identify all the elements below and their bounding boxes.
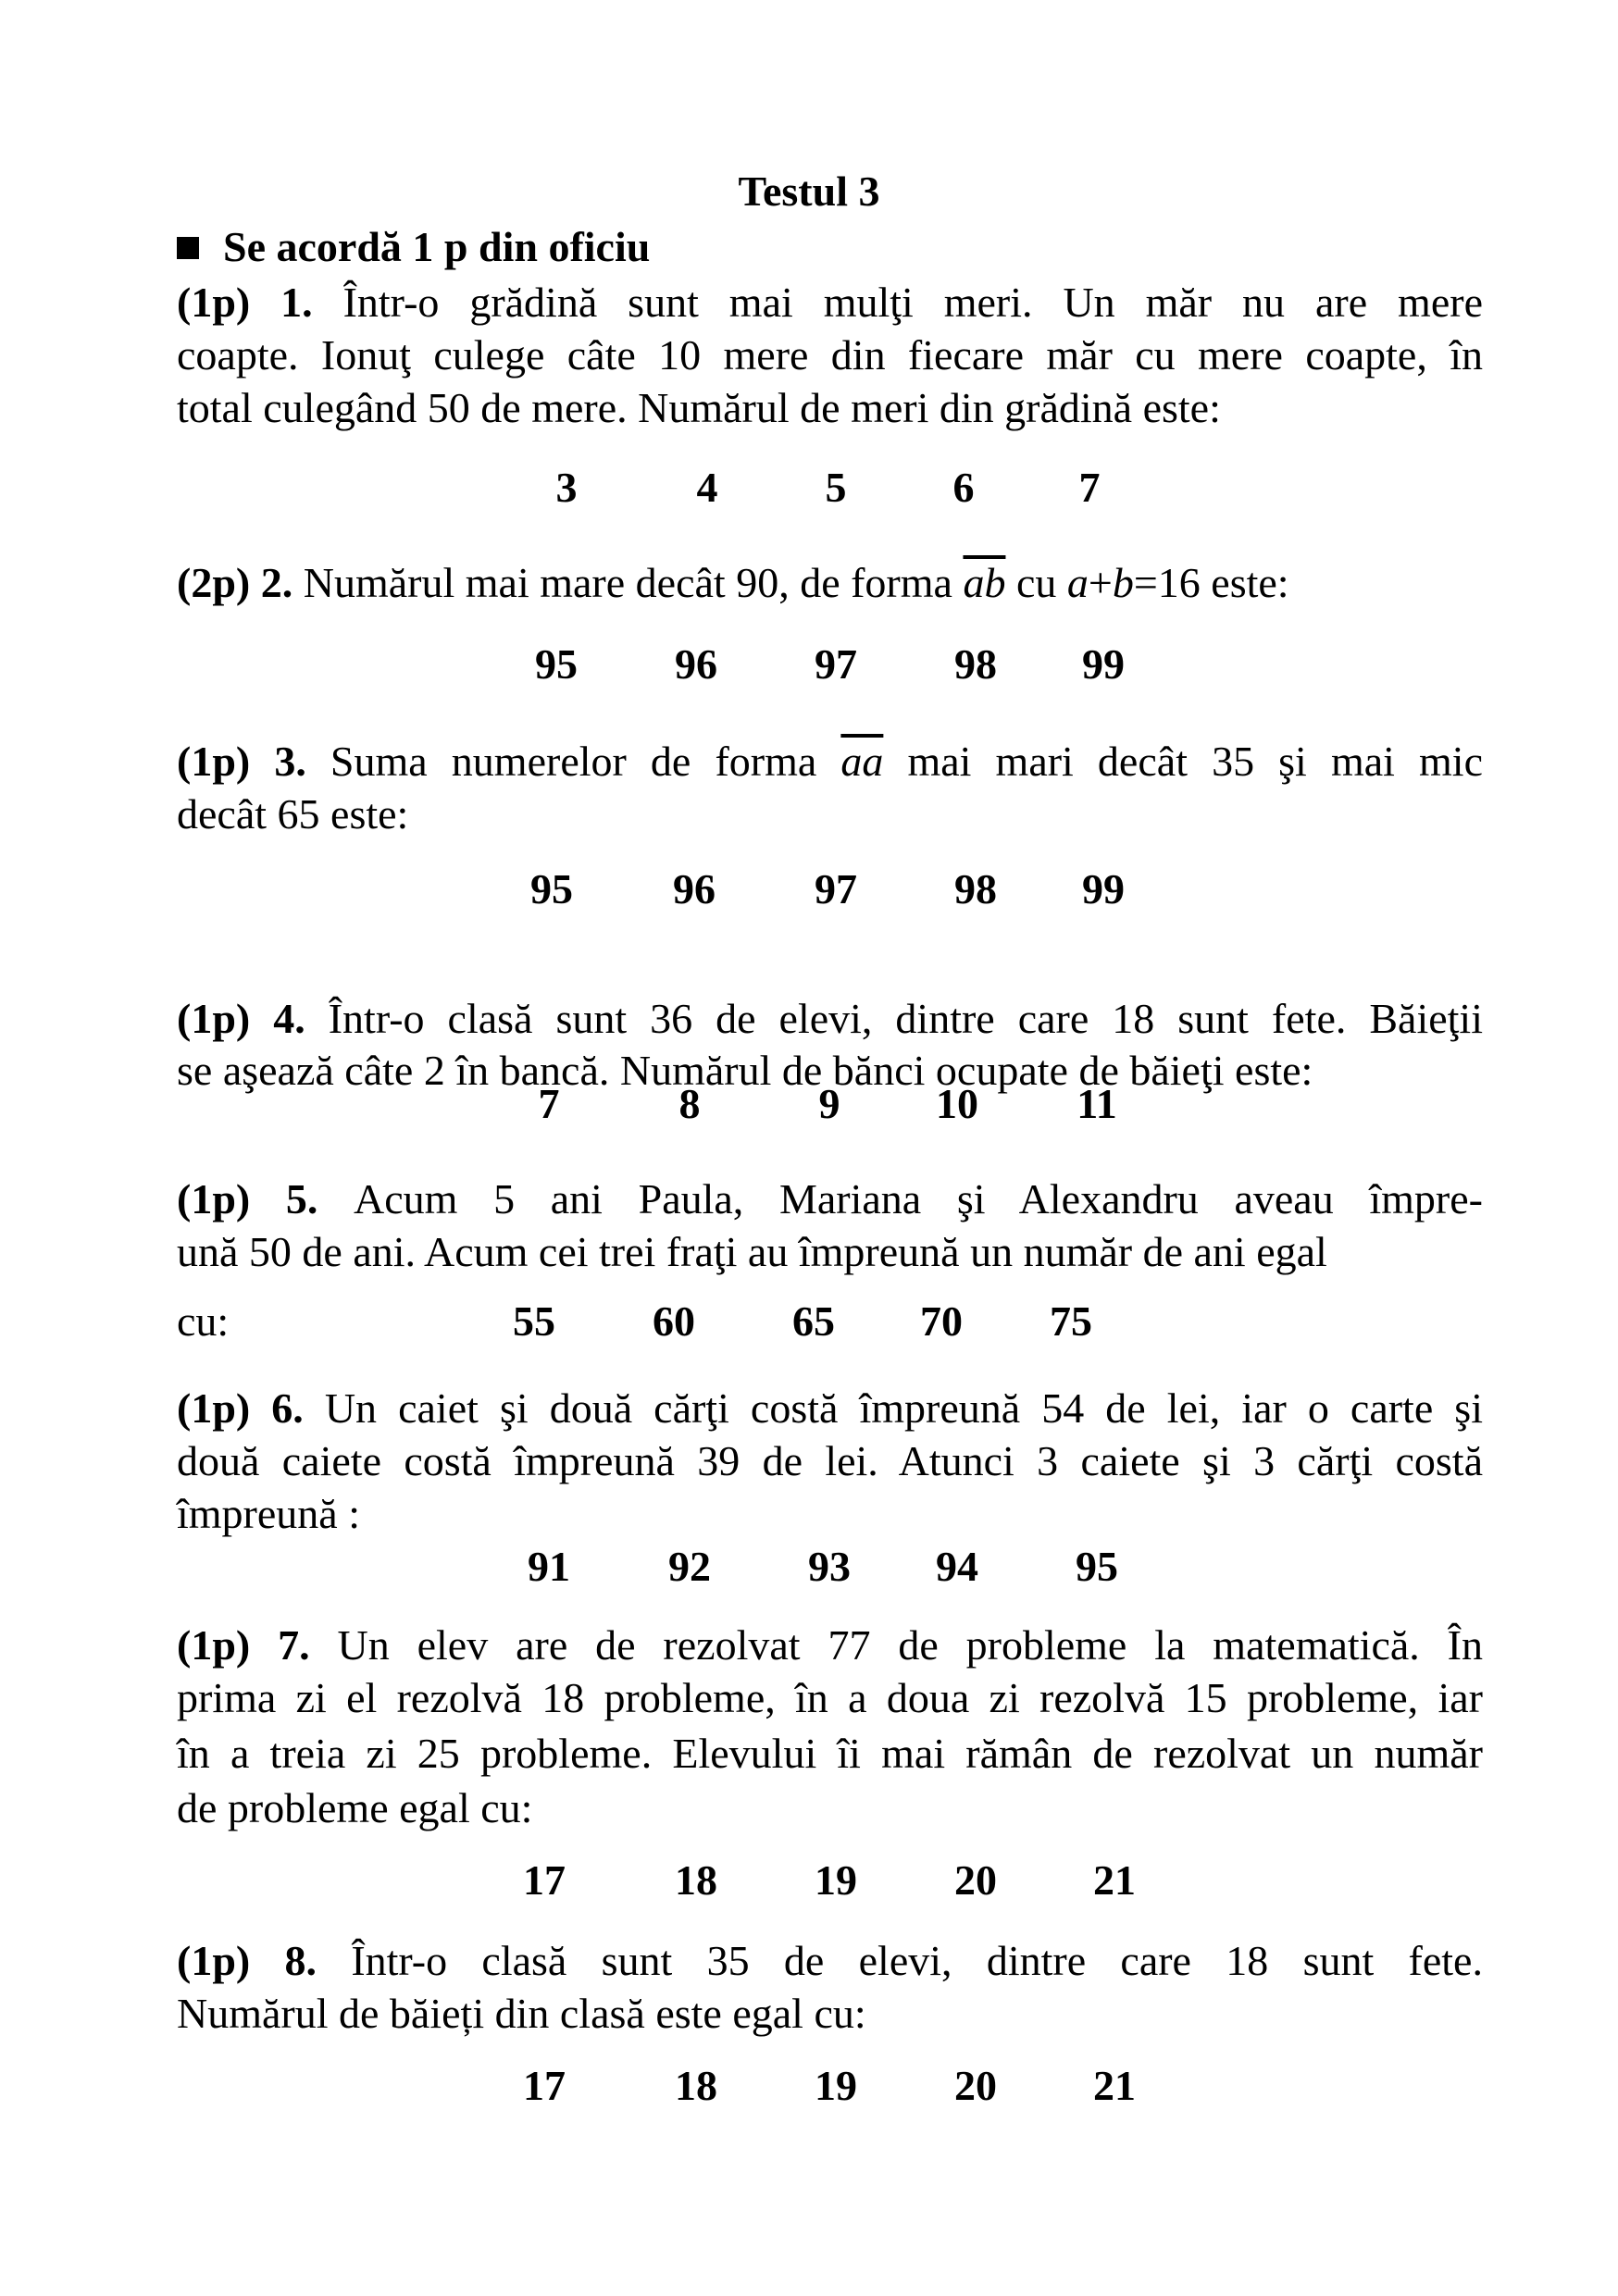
answer-option: 97 — [815, 865, 857, 912]
answer-option: 4 — [696, 464, 718, 511]
question-4-line — [177, 992, 1483, 1045]
math-expression: a — [1066, 559, 1089, 606]
answer-option: 98 — [954, 865, 997, 912]
answer-option: 17 — [523, 2062, 566, 2109]
question-text: Acum 5 ani Paula, Mariana şi Alexandru aveau împre- — [354, 1175, 1483, 1222]
question-text: cu — [1005, 559, 1067, 606]
answer-option: 3 — [555, 464, 578, 511]
answer-option: 7 — [1078, 464, 1101, 511]
square-bullet-icon — [177, 237, 199, 259]
question-6-line — [177, 1382, 1483, 1434]
answer-option: 21 — [1093, 1856, 1136, 1904]
question-text: Într-o grădină sunt mai mulţi meri. Un măr nu are mere — [342, 279, 1483, 326]
answer-option: 8 — [678, 1080, 701, 1127]
question-text: + — [1088, 559, 1113, 606]
question-number: (1p) 7. — [177, 1621, 338, 1669]
answer-option: 19 — [815, 1856, 857, 1904]
answer-option: 75 — [1050, 1297, 1092, 1345]
question-8-line — [177, 1987, 1483, 2040]
question-text: de probleme egal cu: — [177, 1784, 533, 1831]
question-5-line — [177, 1173, 1483, 1225]
question-text: în a treia zi 25 probleme. Elevului îi mai rămân de rezolvat un număr — [177, 1730, 1483, 1777]
answer-option: 60 — [653, 1297, 695, 1345]
question-text: Într-o clasă sunt 36 de elevi, dintre care 18 sunt fete. Băieţii — [328, 995, 1483, 1042]
question-6-line — [177, 1487, 1483, 1540]
math-expression: $\overline{ab}$ — [963, 559, 1006, 606]
answer-option: 20 — [954, 2062, 997, 2109]
question-5-line — [177, 1225, 1483, 1278]
question-3-line — [177, 735, 1483, 788]
answer-option: 7 — [538, 1080, 560, 1127]
question-text: =16 este: — [1133, 559, 1289, 606]
answer-option: 99 — [1082, 865, 1125, 912]
answer-option: 95 — [1076, 1543, 1118, 1590]
question-text: Numărul de băieți din clasă este egal cu: — [177, 1990, 866, 2037]
answer-option: 18 — [675, 1856, 717, 1904]
question-text: Un caiet şi două cărţi costă împreună 54 de lei, iar o carte şi — [324, 1384, 1483, 1432]
test-title: Testul 3 — [738, 168, 880, 215]
question-text: se aşează câte 2 în bancă. Numărul de bănci ocupate de băieţi este: — [177, 1047, 1313, 1094]
question-7-line — [177, 1727, 1483, 1780]
question-number: (1p) 5. — [177, 1175, 355, 1222]
answer-option: 65 — [792, 1297, 835, 1345]
question-text: decât 65 este: — [177, 790, 409, 838]
question-7-line — [177, 1781, 1483, 1834]
question-1-line — [177, 381, 1483, 434]
question-text: împreună : — [177, 1490, 360, 1537]
answer-option: 6 — [952, 464, 975, 511]
answer-option: 92 — [668, 1543, 711, 1590]
answer-option: 19 — [815, 2062, 857, 2109]
answer-option: 95 — [530, 865, 573, 912]
answer-option: 99 — [1082, 640, 1125, 688]
question-text: Un elev are de rezolvat 77 de probleme la matematică. În — [337, 1621, 1483, 1669]
question-7-line — [177, 1671, 1483, 1724]
answer-option: 17 — [523, 1856, 566, 1904]
answer-option: 11 — [1077, 1080, 1117, 1127]
question-2-line — [177, 556, 1483, 609]
question-text: Într-o clasă sunt 35 de elevi, dintre care 18 sunt fete. — [351, 1937, 1483, 1984]
answer-option: 18 — [675, 2062, 717, 2109]
answer-option: 95 — [535, 640, 578, 688]
question-text: mai mari decât 35 şi mai mic — [883, 738, 1483, 785]
answer-option: 5 — [825, 464, 847, 511]
question-6-line — [177, 1434, 1483, 1487]
answer-option: 94 — [936, 1543, 978, 1590]
question-number: (1p) 3. — [177, 738, 330, 785]
answer-option: 91 — [528, 1543, 570, 1590]
subtitle-text: Se acordă 1 p din oficiu — [223, 223, 651, 270]
question-text: Numărul mai mare decât 90, de forma — [303, 559, 964, 606]
answer-option: 96 — [673, 865, 716, 912]
question-8-line — [177, 1934, 1483, 1987]
question-number: (1p) 1. — [177, 279, 343, 326]
question-3-line — [177, 788, 1483, 840]
math-expression: $\overline{aa}$ — [840, 738, 884, 785]
answer-option: 70 — [920, 1297, 963, 1345]
answer-option: 97 — [815, 640, 857, 688]
question-1-line — [177, 329, 1483, 381]
question-text: total culegând 50 de mere. Numărul de meri din grădină este: — [177, 384, 1221, 431]
answer-option: 96 — [675, 640, 717, 688]
question-text: coapte. Ionuţ culege câte 10 mere din fiecare măr cu mere coapte, în — [177, 331, 1483, 379]
answer-option: 55 — [513, 1297, 555, 1345]
question-number: (2p) 2. — [177, 559, 304, 606]
subtitle — [177, 220, 650, 273]
question-text: prima zi el rezolvă 18 probleme, în a doua zi rezolvă 15 probleme, iar — [177, 1674, 1483, 1721]
answer-option: 10 — [936, 1080, 978, 1127]
question-7-line — [177, 1619, 1483, 1671]
answer-option: 93 — [808, 1543, 851, 1590]
answer-option: 21 — [1093, 2062, 1136, 2109]
answer-option: 98 — [954, 640, 997, 688]
answer-option: 20 — [954, 1856, 997, 1904]
question-text: două caiete costă împreună 39 de lei. Atunci 3 caiete şi 3 cărţi costă — [177, 1437, 1483, 1484]
question-number: (1p) 4. — [177, 995, 329, 1042]
question-number: (1p) 8. — [177, 1937, 352, 1984]
question-number: (1p) 6. — [177, 1384, 325, 1432]
question-text-continuation: cu: — [177, 1297, 230, 1345]
math-expression: b — [1112, 559, 1134, 606]
answer-option: 9 — [818, 1080, 840, 1127]
question-text: ună 50 de ani. Acum cei trei fraţi au împreună un număr de ani egal — [177, 1228, 1327, 1275]
question-text: Suma numerelor de forma — [330, 738, 841, 785]
question-1-line — [177, 276, 1483, 329]
